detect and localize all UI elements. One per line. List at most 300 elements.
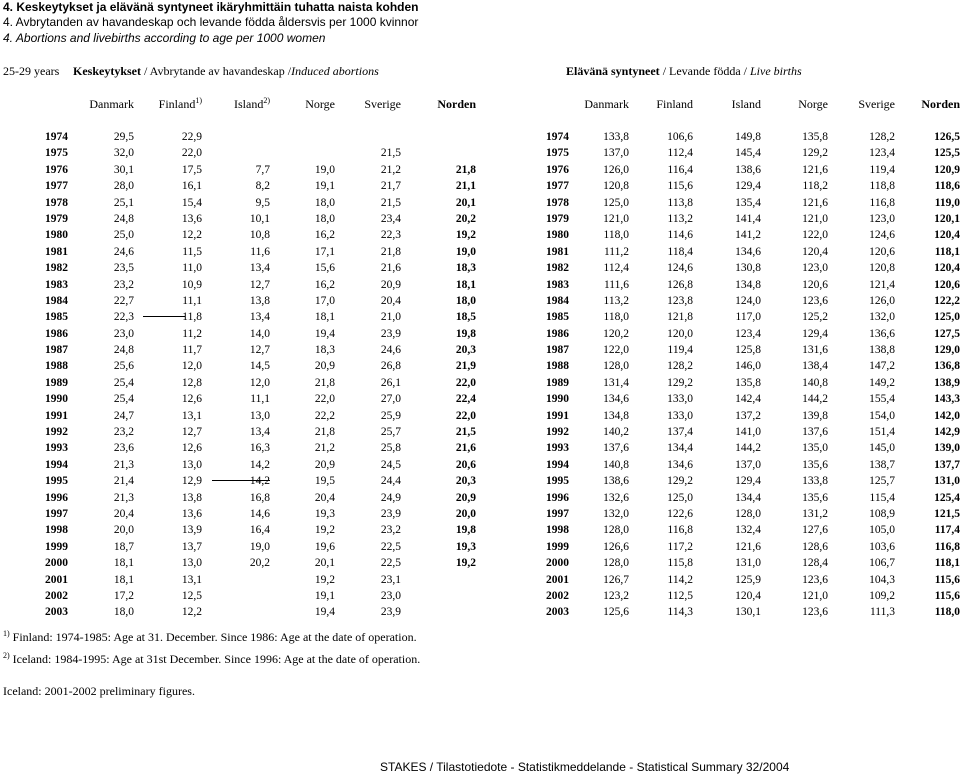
abortions-sverige-cell: 21,7 xyxy=(380,180,401,193)
births-danmark-cell: 112,4 xyxy=(603,262,629,275)
births-norden-cell: 118,0 xyxy=(934,606,960,619)
abortions-header-norge: Norge xyxy=(305,97,335,111)
abortions-header-finland xyxy=(130,97,202,112)
abortions-year-cell: 1978 xyxy=(45,196,68,209)
table-row xyxy=(0,524,960,540)
iceland-preliminary-note: Iceland: 2001-2002 preliminary figures. xyxy=(3,684,195,698)
births-finland-cell: 112,5 xyxy=(667,589,693,602)
births-norge-cell: 137,6 xyxy=(802,426,828,439)
births-island-cell: 128,0 xyxy=(735,507,761,520)
table-row xyxy=(0,279,960,295)
abortions-finland-cell: 13,1 xyxy=(181,409,202,422)
births-finland-cell: 126,8 xyxy=(667,278,693,291)
births-island-cell: 142,4 xyxy=(735,393,761,406)
abortions-finland-cell: 12,9 xyxy=(181,475,202,488)
births-norge-cell: 127,6 xyxy=(802,524,828,537)
finland-footnote-ref: 1) xyxy=(195,96,202,105)
page-footer: STAKES / Tilastotiedote - Statistikmeddelande - Statistical Summary 32/2004 xyxy=(380,760,790,774)
births-danmark-cell: 138,6 xyxy=(603,475,629,488)
table-row xyxy=(0,164,960,180)
abortions-sverige-cell: 23,0 xyxy=(380,589,401,602)
births-norge-cell: 121,0 xyxy=(802,212,828,225)
abortions-sverige-cell: 24,9 xyxy=(380,491,401,504)
table-row xyxy=(0,311,960,327)
abortions-danmark-cell: 24,6 xyxy=(113,245,134,258)
abortions-norge-cell: 19,4 xyxy=(314,606,335,619)
births-year-cell: 1974 xyxy=(546,131,569,143)
abortions-sverige-cell: 21,0 xyxy=(380,311,401,324)
births-sverige-cell: 115,4 xyxy=(869,491,895,504)
births-year-cell: 1997 xyxy=(546,507,569,520)
births-sverige-cell: 120,8 xyxy=(869,262,895,275)
abortions-year-cell: 2002 xyxy=(45,589,68,602)
births-finland-cell: 117,2 xyxy=(667,540,693,553)
births-danmark-cell: 118,0 xyxy=(603,311,629,324)
births-norden-cell: 115,6 xyxy=(934,589,960,602)
underline-island-1995 xyxy=(212,480,270,481)
births-norden-cell: 121,5 xyxy=(934,507,960,520)
abortions-island-cell: 16,8 xyxy=(249,491,270,504)
abortions-sverige-cell: 23,4 xyxy=(380,212,401,225)
births-danmark-cell: 140,2 xyxy=(603,426,629,439)
abortions-finland-cell: 22,9 xyxy=(181,131,202,143)
abortions-finland-cell: 11,0 xyxy=(182,262,202,275)
births-danmark-cell: 120,2 xyxy=(603,327,629,340)
births-year-cell: 1995 xyxy=(546,475,569,488)
births-norge-cell: 118,2 xyxy=(802,180,828,193)
abortions-norge-cell: 19,5 xyxy=(314,475,335,488)
abortions-header-norden: Norden xyxy=(437,97,476,111)
abortions-finland-cell: 10,9 xyxy=(181,278,202,291)
births-finland-cell: 113,8 xyxy=(667,196,693,209)
births-island-cell: 130,1 xyxy=(735,606,761,619)
births-norge-cell: 133,8 xyxy=(802,475,828,488)
abortions-year-cell: 1987 xyxy=(45,344,68,357)
births-norge-cell: 123,6 xyxy=(802,294,828,307)
births-heading-bold: Elävänä syntyneet xyxy=(566,64,660,78)
table-row xyxy=(0,410,960,426)
abortions-norden-cell: 19,2 xyxy=(455,229,476,242)
births-finland-cell: 133,0 xyxy=(667,393,693,406)
births-island-cell: 135,4 xyxy=(735,196,761,209)
abortions-sverige-cell: 24,6 xyxy=(380,344,401,357)
abortions-year-cell: 1984 xyxy=(45,294,68,307)
births-danmark-cell: 122,0 xyxy=(603,344,629,357)
births-year-cell: 1982 xyxy=(546,262,569,275)
births-sverige-cell: 154,0 xyxy=(869,409,895,422)
abortions-norden-cell: 20,3 xyxy=(455,344,476,357)
abortions-year-cell: 1998 xyxy=(45,524,68,537)
abortions-year-cell: 1976 xyxy=(45,163,68,176)
births-norge-cell: 139,8 xyxy=(802,409,828,422)
abortions-finland-cell: 16,1 xyxy=(181,180,202,193)
births-norge-cell: 125,2 xyxy=(802,311,828,324)
abortions-norge-cell: 19,1 xyxy=(314,589,335,602)
abortions-island-cell: 11,1 xyxy=(250,393,270,406)
births-finland-cell: 114,6 xyxy=(667,229,693,242)
abortions-danmark-cell: 24,7 xyxy=(113,409,134,422)
abortions-danmark-cell: 28,0 xyxy=(113,180,134,193)
abortions-norden-cell: 21,6 xyxy=(455,442,476,455)
births-year-cell: 2001 xyxy=(546,573,569,586)
births-finland-cell: 112,4 xyxy=(667,147,693,160)
table-row xyxy=(0,557,960,573)
abortions-sverige-cell: 21,6 xyxy=(380,262,401,275)
births-danmark-cell: 126,6 xyxy=(603,540,629,553)
births-year-cell: 1992 xyxy=(546,426,569,439)
births-island-cell: 141,4 xyxy=(735,212,761,225)
births-danmark-cell: 132,0 xyxy=(603,507,629,520)
births-finland-cell: 114,2 xyxy=(667,573,693,586)
abortions-island-cell: 16,3 xyxy=(249,442,270,455)
abortions-header-danmark: Danmark xyxy=(89,97,134,111)
births-island-cell: 121,6 xyxy=(735,540,761,553)
abortions-year-cell: 1982 xyxy=(45,262,68,275)
births-norden-cell: 127,5 xyxy=(934,327,960,340)
births-island-cell: 134,6 xyxy=(735,245,761,258)
births-norge-cell: 120,6 xyxy=(802,278,828,291)
births-sverige-cell: 123,4 xyxy=(869,147,895,160)
abortions-norge-cell: 17,0 xyxy=(314,294,335,307)
births-island-cell: 144,2 xyxy=(735,442,761,455)
abortions-norden-cell: 22,0 xyxy=(455,409,476,422)
births-island-cell: 129,4 xyxy=(735,180,761,193)
abortions-norge-cell: 19,0 xyxy=(314,163,335,176)
births-header-finland: Finland xyxy=(656,97,693,111)
births-sverige-cell: 120,6 xyxy=(869,245,895,258)
abortions-sverige-cell: 25,7 xyxy=(380,426,401,439)
births-year-cell: 1996 xyxy=(546,491,569,504)
table-row xyxy=(0,541,960,557)
births-finland-cell: 128,2 xyxy=(667,360,693,373)
age-group-label: 25-29 years xyxy=(3,64,60,78)
births-sverige-cell: 155,4 xyxy=(869,393,895,406)
abortions-finland-cell: 12,0 xyxy=(181,360,202,373)
abortions-year-cell: 1999 xyxy=(45,540,68,553)
abortions-island-cell: 13,4 xyxy=(249,426,270,439)
abortions-norge-cell: 18,1 xyxy=(314,311,335,324)
births-sverige-cell: 125,7 xyxy=(869,475,895,488)
abortions-finland-cell: 12,2 xyxy=(181,606,202,619)
abortions-danmark-cell: 20,4 xyxy=(113,507,134,520)
abortions-danmark-cell: 30,1 xyxy=(113,163,134,176)
footnote-2-text: Iceland: 1984-1995: Age at 31st December. Since 1996: Age at the date of operation. xyxy=(9,652,421,666)
abortions-finland-cell: 15,4 xyxy=(181,196,202,209)
births-island-cell: 138,6 xyxy=(735,163,761,176)
births-island-cell: 141,2 xyxy=(735,229,761,242)
abortions-year-cell: 1975 xyxy=(45,147,68,160)
births-norden-cell: 117,4 xyxy=(934,524,960,537)
abortions-sverige-cell: 22,5 xyxy=(380,540,401,553)
births-norden-cell: 120,1 xyxy=(934,212,960,225)
abortions-sverige-cell: 21,5 xyxy=(380,196,401,209)
abortions-norge-cell: 22,0 xyxy=(314,393,335,406)
births-norden-cell: 120,9 xyxy=(934,163,960,176)
abortions-danmark-cell: 22,7 xyxy=(113,294,134,307)
table-row xyxy=(0,393,960,409)
abortions-island-cell: 13,0 xyxy=(249,409,270,422)
births-island-cell: 145,4 xyxy=(735,147,761,160)
births-danmark-cell: 133,8 xyxy=(603,131,629,143)
births-year-cell: 1987 xyxy=(546,344,569,357)
births-finland-cell: 137,4 xyxy=(667,426,693,439)
abortions-year-cell: 1988 xyxy=(45,360,68,373)
abortions-danmark-cell: 20,0 xyxy=(113,524,134,537)
births-norden-cell: 122,2 xyxy=(934,294,960,307)
abortions-island-cell: 13,4 xyxy=(249,311,270,324)
births-norden-cell: 142,0 xyxy=(934,409,960,422)
births-norden-cell: 116,8 xyxy=(934,540,960,553)
births-danmark-cell: 134,6 xyxy=(603,393,629,406)
abortions-island-cell: 9,5 xyxy=(255,196,270,209)
births-danmark-cell: 131,4 xyxy=(603,376,629,389)
abortions-finland-cell: 12,6 xyxy=(181,442,202,455)
births-norge-cell: 123,6 xyxy=(802,573,828,586)
births-danmark-cell: 126,0 xyxy=(603,163,629,176)
abortions-island-cell: 12,0 xyxy=(249,376,270,389)
title-swedish: 4. Avbrytanden av havandeskap och levande födda åldersvis per 1000 kvinnor xyxy=(3,15,419,29)
title-english: 4. Abortions and livebirths according to age per 1000 women xyxy=(3,31,326,45)
births-sverige-cell: 109,2 xyxy=(869,589,895,602)
abortions-heading-swedish: / Avbrytande av havandeskap / xyxy=(141,64,292,78)
abortions-finland-cell: 17,5 xyxy=(181,163,202,176)
abortions-norden-cell: 18,0 xyxy=(455,294,476,307)
births-finland-cell: 106,6 xyxy=(667,131,693,143)
births-header-norden: Norden xyxy=(921,97,960,111)
births-norge-cell: 122,0 xyxy=(802,229,828,242)
births-sverige-cell: 123,0 xyxy=(869,212,895,225)
abortions-island-cell: 19,0 xyxy=(249,540,270,553)
abortions-norden-cell: 20,9 xyxy=(455,491,476,504)
abortions-year-cell: 1996 xyxy=(45,491,68,504)
abortions-danmark-cell: 25,1 xyxy=(113,196,134,209)
abortions-island-cell: 14,0 xyxy=(249,327,270,340)
births-year-cell: 1980 xyxy=(546,229,569,242)
abortions-danmark-cell: 25,4 xyxy=(113,376,134,389)
births-danmark-cell: 111,2 xyxy=(603,245,629,258)
births-norge-cell: 121,6 xyxy=(802,196,828,209)
table-row xyxy=(0,459,960,475)
births-header-island: Island xyxy=(731,97,761,111)
births-norden-cell: 137,7 xyxy=(934,458,960,471)
births-norden-cell: 118,1 xyxy=(934,245,960,258)
births-norden-cell: 142,9 xyxy=(934,426,960,439)
births-section-heading xyxy=(566,64,802,79)
abortions-heading-bold: Keskeytykset xyxy=(73,64,141,78)
footnote-1-text: Finland: 1974-1985: Age at 31. December. Since 1986: Age at the date of operation. xyxy=(9,630,417,644)
footnote-2-mark: 2) xyxy=(3,651,10,660)
births-finland-cell: 133,0 xyxy=(667,409,693,422)
births-norden-cell: 143,3 xyxy=(934,393,960,406)
births-finland-cell: 125,0 xyxy=(667,491,693,504)
births-island-cell: 130,8 xyxy=(735,262,761,275)
births-danmark-cell: 137,6 xyxy=(603,442,629,455)
births-sverige-cell: 111,3 xyxy=(869,606,895,619)
abortions-year-cell: 1994 xyxy=(45,458,68,471)
abortions-year-cell: 1986 xyxy=(45,327,68,340)
births-danmark-cell: 120,8 xyxy=(603,180,629,193)
table-row xyxy=(0,492,960,508)
abortions-norge-cell: 21,8 xyxy=(314,376,335,389)
abortions-norge-cell: 19,4 xyxy=(314,327,335,340)
births-year-cell: 1985 xyxy=(546,311,569,324)
abortions-norge-cell: 18,0 xyxy=(314,196,335,209)
table-row xyxy=(0,295,960,311)
births-norge-cell: 135,6 xyxy=(802,458,828,471)
births-year-cell: 1998 xyxy=(546,524,569,537)
births-year-cell: 2003 xyxy=(546,606,569,619)
abortions-year-cell: 1990 xyxy=(45,393,68,406)
table-row xyxy=(0,131,960,147)
table-row xyxy=(0,426,960,442)
abortions-island-cell: 13,8 xyxy=(249,294,270,307)
births-sverige-cell: 145,0 xyxy=(869,442,895,455)
abortions-danmark-cell: 25,4 xyxy=(113,393,134,406)
births-sverige-cell: 118,8 xyxy=(869,180,895,193)
abortions-danmark-cell: 21,4 xyxy=(113,475,134,488)
births-island-cell: 135,8 xyxy=(735,376,761,389)
births-finland-cell: 115,8 xyxy=(667,557,693,570)
births-year-cell: 1991 xyxy=(546,409,569,422)
births-sverige-cell: 103,6 xyxy=(869,540,895,553)
abortions-danmark-cell: 25,6 xyxy=(113,360,134,373)
births-norge-cell: 144,2 xyxy=(802,393,828,406)
births-norge-cell: 131,2 xyxy=(802,507,828,520)
island-footnote-ref: 2) xyxy=(263,96,270,105)
abortions-norden-cell: 20,1 xyxy=(455,196,476,209)
abortions-year-cell: 1992 xyxy=(45,426,68,439)
abortions-finland-cell: 11,1 xyxy=(182,294,202,307)
abortions-norden-cell: 19,8 xyxy=(455,327,476,340)
births-island-cell: 123,4 xyxy=(735,327,761,340)
births-island-cell: 129,4 xyxy=(735,475,761,488)
births-norden-cell: 136,8 xyxy=(934,360,960,373)
abortions-finland-cell: 12,2 xyxy=(181,229,202,242)
data-table xyxy=(0,131,960,623)
births-sverige-cell: 104,3 xyxy=(869,573,895,586)
table-row xyxy=(0,213,960,229)
births-danmark-cell: 123,2 xyxy=(603,589,629,602)
abortions-year-cell: 2000 xyxy=(45,557,68,570)
abortions-danmark-cell: 23,2 xyxy=(113,278,134,291)
abortions-norden-cell: 21,5 xyxy=(455,426,476,439)
births-norden-cell: 125,5 xyxy=(934,147,960,160)
births-danmark-cell: 128,0 xyxy=(603,557,629,570)
births-finland-cell: 118,4 xyxy=(667,245,693,258)
abortions-norden-cell: 19,0 xyxy=(455,245,476,258)
abortions-island-cell: 10,1 xyxy=(249,212,270,225)
abortions-year-cell: 1979 xyxy=(45,212,68,225)
abortions-sverige-cell: 24,5 xyxy=(380,458,401,471)
abortions-norge-cell: 20,9 xyxy=(314,360,335,373)
abortions-norge-cell: 17,1 xyxy=(314,245,335,258)
abortions-finland-cell: 12,8 xyxy=(181,376,202,389)
births-norden-cell: 120,4 xyxy=(934,229,960,242)
table-row xyxy=(0,147,960,163)
abortions-sverige-cell: 23,9 xyxy=(380,606,401,619)
abortions-norge-cell: 20,9 xyxy=(314,458,335,471)
births-island-cell: 125,8 xyxy=(735,344,761,357)
births-norge-cell: 135,6 xyxy=(802,491,828,504)
table-row xyxy=(0,442,960,458)
abortions-island-cell: 10,8 xyxy=(249,229,270,242)
abortions-danmark-cell: 23,0 xyxy=(113,327,134,340)
abortions-year-cell: 1985 xyxy=(45,311,68,324)
births-island-cell: 125,9 xyxy=(735,573,761,586)
abortions-island-cell: 13,4 xyxy=(249,262,270,275)
births-finland-cell: 116,4 xyxy=(667,163,693,176)
births-sverige-cell: 138,7 xyxy=(869,458,895,471)
births-island-cell: 146,0 xyxy=(735,360,761,373)
births-sverige-cell: 119,4 xyxy=(869,163,895,176)
births-norge-cell: 123,0 xyxy=(802,262,828,275)
births-finland-cell: 121,8 xyxy=(667,311,693,324)
births-danmark-cell: 121,0 xyxy=(603,212,629,225)
births-danmark-cell: 132,6 xyxy=(603,491,629,504)
births-norden-cell: 129,0 xyxy=(934,344,960,357)
births-finland-cell: 119,4 xyxy=(667,344,693,357)
births-sverige-cell: 116,8 xyxy=(869,196,895,209)
abortions-finland-cell: 11,8 xyxy=(182,311,202,324)
births-year-cell: 1994 xyxy=(546,458,569,471)
abortions-year-cell: 2001 xyxy=(45,573,68,586)
births-norge-cell: 121,6 xyxy=(802,163,828,176)
abortions-norden-cell: 20,0 xyxy=(455,507,476,520)
births-finland-cell: 134,4 xyxy=(667,442,693,455)
abortions-finland-cell: 13,8 xyxy=(181,491,202,504)
abortions-year-cell: 1991 xyxy=(45,409,68,422)
abortions-sverige-cell: 23,1 xyxy=(380,573,401,586)
abortions-danmark-cell: 21,3 xyxy=(113,491,134,504)
abortions-year-cell: 1977 xyxy=(45,180,68,193)
abortions-finland-cell: 11,2 xyxy=(182,327,202,340)
abortions-finland-cell: 13,0 xyxy=(181,458,202,471)
births-island-cell: 134,8 xyxy=(735,278,761,291)
abortions-norden-cell: 19,3 xyxy=(455,540,476,553)
abortions-norge-cell: 15,6 xyxy=(314,262,335,275)
births-norge-cell: 131,6 xyxy=(802,344,828,357)
abortions-sverige-cell: 26,8 xyxy=(380,360,401,373)
births-finland-cell: 113,2 xyxy=(667,212,693,225)
abortions-danmark-cell: 29,5 xyxy=(113,131,134,143)
births-finland-cell: 115,6 xyxy=(667,180,693,193)
births-danmark-cell: 128,0 xyxy=(603,524,629,537)
births-norge-cell: 135,0 xyxy=(802,442,828,455)
births-finland-cell: 124,6 xyxy=(667,262,693,275)
births-year-cell: 2000 xyxy=(546,557,569,570)
abortions-sverige-cell: 22,3 xyxy=(380,229,401,242)
abortions-finland-cell: 13,6 xyxy=(181,507,202,520)
births-norden-cell: 131,0 xyxy=(934,475,960,488)
births-danmark-cell: 134,8 xyxy=(603,409,629,422)
abortions-norge-cell: 21,2 xyxy=(314,442,335,455)
births-year-cell: 1976 xyxy=(546,163,569,176)
births-year-cell: 2002 xyxy=(546,589,569,602)
births-header-norge: Norge xyxy=(798,97,828,111)
abortions-danmark-cell: 22,3 xyxy=(113,311,134,324)
abortions-danmark-cell: 21,3 xyxy=(113,458,134,471)
abortions-island-cell: 8,2 xyxy=(255,180,270,193)
abortions-norge-cell: 18,3 xyxy=(314,344,335,357)
abortions-danmark-cell: 24,8 xyxy=(113,344,134,357)
abortions-norden-cell: 20,2 xyxy=(455,212,476,225)
abortions-header-island-label: Island xyxy=(234,97,264,111)
births-danmark-cell: 111,6 xyxy=(603,278,629,291)
abortions-danmark-cell: 23,2 xyxy=(113,426,134,439)
abortions-norge-cell: 20,4 xyxy=(314,491,335,504)
abortions-danmark-cell: 24,8 xyxy=(113,212,134,225)
births-island-cell: 131,0 xyxy=(735,557,761,570)
